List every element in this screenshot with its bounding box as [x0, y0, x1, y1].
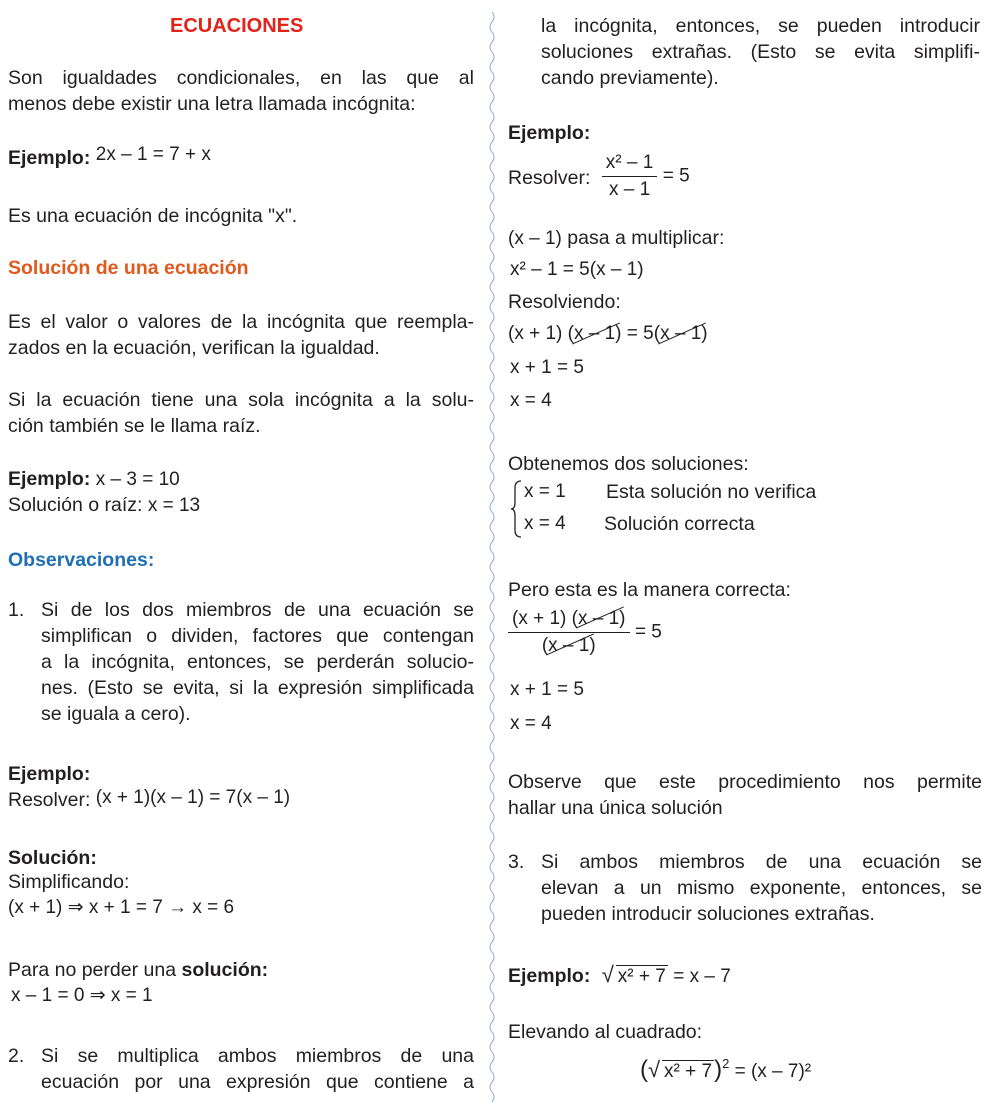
- radical-sign: √: [601, 962, 614, 987]
- resolved-equation-3: x = 4: [510, 390, 552, 411]
- cancelled-factor: (x – 1): [653, 323, 708, 344]
- equals: = 5: [626, 323, 654, 344]
- pasa-line: [508, 226, 724, 251]
- list-number: 2.: [8, 1045, 25, 1067]
- obs1-line: simplifican o dividen, factores que contengan: [41, 625, 474, 647]
- list-number: 1.: [8, 599, 25, 621]
- cancelled-factor: (x – 1): [572, 606, 626, 632]
- cancelled-factor: (x – 1): [567, 323, 622, 344]
- example-5: [508, 964, 731, 989]
- resolviendo-label: Resolviendo:: [508, 291, 621, 313]
- factor: (x + 1): [508, 323, 563, 344]
- observation-2: [8, 1044, 474, 1096]
- example-3-label: Ejemplo:: [8, 763, 91, 785]
- rhs: = (x – 7)²: [734, 1061, 812, 1082]
- column-divider: [487, 12, 497, 1107]
- fraction: [602, 150, 658, 203]
- no-perder-bold: solución:: [181, 959, 269, 981]
- rhs: = 5: [634, 621, 662, 643]
- obs1-line: se iguala a cero).: [41, 703, 191, 725]
- close-paren: ): [714, 1056, 723, 1083]
- observation-3: [508, 850, 982, 930]
- solution-def-1: Es el valor o valores de la incógnita que reempla-: [8, 311, 474, 333]
- exponent: 2: [722, 1056, 730, 1071]
- solution-label: Solución:: [8, 847, 97, 869]
- observation-1: [8, 598, 474, 733]
- equation: x = 13: [147, 495, 201, 516]
- numerator: [508, 606, 630, 633]
- observations-heading: Observaciones:: [8, 549, 155, 571]
- case-1-equation: x = 1: [524, 481, 566, 502]
- case-1-text: Esta solución no verifica: [606, 481, 817, 503]
- list-number: 3.: [508, 851, 525, 873]
- two-solutions-text: Obtenemos dos soluciones:: [508, 453, 749, 475]
- example-2: [8, 467, 180, 492]
- square-root: [648, 1057, 714, 1084]
- example-1-note: Es una ecuación de incógnita "x".: [8, 205, 298, 227]
- correct-equation-2: x + 1 = 5: [510, 679, 584, 700]
- obs3-line: elevan a un mismo exponente, entonces, se: [541, 877, 982, 899]
- obs2-line: Si se multiplica ambos miembros de una: [41, 1045, 474, 1067]
- obs3-line: Si ambos miembros de una ecuación se: [541, 851, 982, 873]
- square-root: [601, 962, 668, 989]
- solution-heading: Solución de una ecuación: [8, 257, 249, 279]
- obs2-line: ecuación por una expresión que contiene a: [41, 1071, 474, 1093]
- observe-line-2: hallar una única solución: [508, 797, 723, 819]
- elevando-label: Elevando al cuadrado:: [508, 1021, 703, 1043]
- correct-equation-3: x = 4: [510, 713, 552, 734]
- resolver-label: Resolver:: [8, 789, 91, 811]
- obs1-line: a la incógnita, entonces, se perderán solucio-: [41, 651, 474, 673]
- correct-way-text: Pero esta es la manera correcta:: [508, 579, 791, 601]
- equation: 2x – 1 = 7 + x: [95, 144, 211, 165]
- radical-sign: √: [648, 1057, 661, 1082]
- open-paren: (: [640, 1056, 648, 1083]
- root-line-2: ción también se le llama raíz.: [8, 415, 261, 437]
- obs2-line: soluciones extrañas. (Esto se evita simplifi-: [541, 41, 980, 63]
- factor: (x – 1): [508, 228, 562, 249]
- case-2-text: Solución correcta: [604, 513, 755, 535]
- denominator: [508, 633, 630, 659]
- radicand: x² + 7: [617, 966, 666, 987]
- multiplied-equation: x² – 1 = 5(x – 1): [510, 259, 644, 280]
- observation-2-continued: [508, 14, 980, 94]
- solution-def-2: zados en la ecuación, verifican la igualdad.: [8, 337, 380, 359]
- squared-equation: [640, 1058, 811, 1084]
- curly-brace: [510, 480, 522, 538]
- obs3-line: pueden introducir soluciones extrañas.: [541, 903, 875, 925]
- example-4-label: Ejemplo:: [508, 122, 591, 144]
- intro-line-2: menos debe existir una letra llamada incógnita:: [8, 93, 416, 115]
- pasa-text: pasa a multiplicar:: [567, 227, 725, 249]
- intro-line-1: Son igualdades condicionales, en las que al: [8, 67, 474, 89]
- obs2-line: la incógnita, entonces, se pueden introducir: [541, 15, 980, 37]
- example-label: Ejemplo:: [508, 965, 591, 987]
- example-4: [508, 150, 690, 203]
- obs1-line: nes. (Esto se evita, si la expresión simplificada: [41, 677, 474, 699]
- no-perder-text: Para no perder una: [8, 959, 177, 981]
- no-perder-line: [8, 958, 268, 982]
- observe-line-1: Observe que este procedimiento nos permite: [508, 771, 982, 793]
- resolved-equation-1: [508, 322, 708, 346]
- solutions-cases: [508, 478, 978, 538]
- numerator: x² – 1: [602, 150, 658, 177]
- cancelled-factor: (x – 1): [542, 633, 596, 659]
- resolved-equation-2: x + 1 = 5: [510, 357, 584, 378]
- simplificando-label: Simplificando:: [8, 871, 130, 893]
- no-perder-equation: x – 1 = 0 ⇒ x = 1: [11, 985, 153, 1006]
- solution-label: Solución o raíz:: [8, 494, 143, 516]
- case-2-equation: x = 4: [524, 513, 566, 534]
- rhs: = 5: [662, 165, 690, 187]
- example-3: [8, 788, 290, 813]
- rhs: = x – 7: [673, 966, 731, 987]
- example-1: [8, 146, 211, 171]
- simplified-equation: (x + 1) ⇒ x + 1 = 7 → x = 6: [8, 897, 235, 918]
- example-2-solution: [8, 493, 200, 518]
- fraction: [508, 606, 630, 659]
- obs2-line: cando previamente).: [541, 67, 719, 89]
- denominator: x – 1: [608, 179, 651, 200]
- obs1-line: Si de los dos miembros de una ecuación se: [41, 599, 474, 621]
- resolver-label: Resolver:: [508, 166, 591, 189]
- example-label: Ejemplo:: [8, 468, 91, 490]
- equation: x – 3 = 10: [95, 469, 180, 490]
- radicand: x² + 7: [664, 1061, 713, 1082]
- equation: (x + 1)(x – 1) = 7(x – 1): [95, 787, 291, 808]
- root-line-1: Si la ecuación tiene una sola incógnita a la solu-: [8, 389, 474, 411]
- correct-fraction: [508, 606, 662, 659]
- example-label: Ejemplo:: [8, 147, 91, 169]
- page-title: ECUACIONES: [170, 15, 304, 37]
- factor: (x + 1): [512, 608, 567, 629]
